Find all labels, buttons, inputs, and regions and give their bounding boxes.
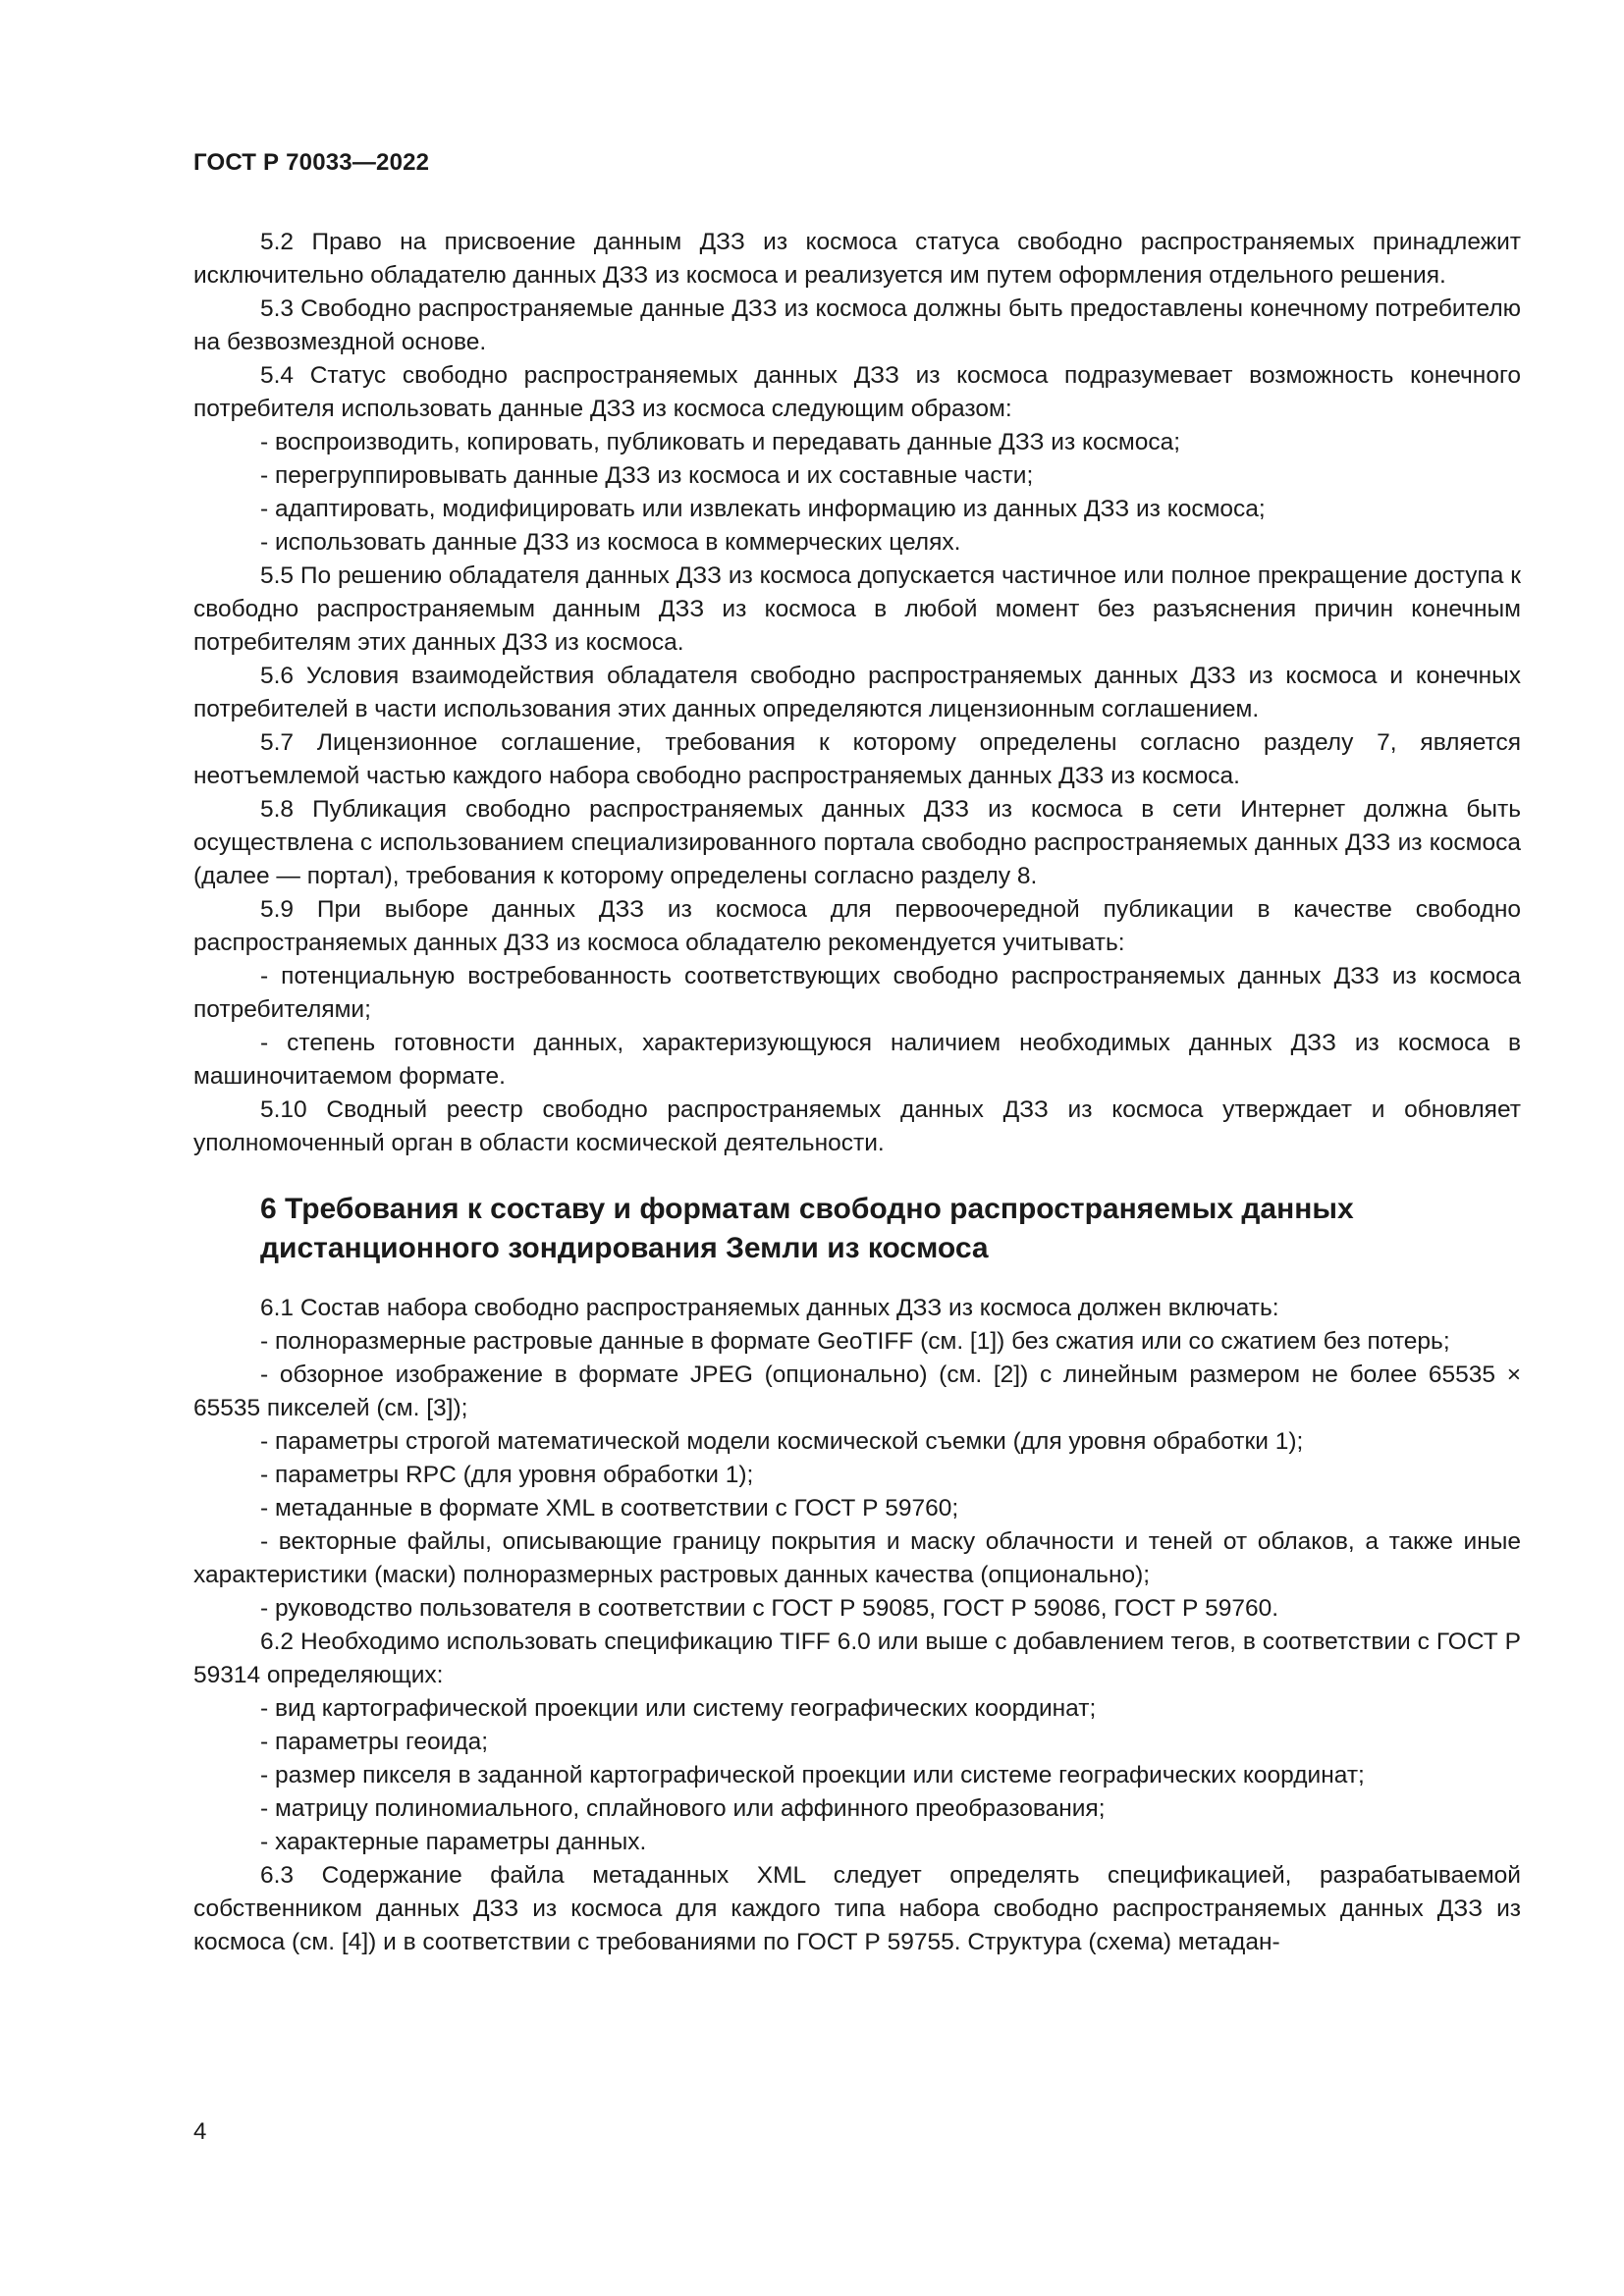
list-item: - перегруппировывать данные ДЗЗ из космоса и их составные части; (260, 462, 1034, 489)
clause-5-8: 5.8 Публикация свободно распространяемых данных ДЗЗ из космоса в сети Интернет должна быть осуществлена с использованием специализированного портала свободно распространяемых данных ДЗЗ из космоса (далее — портал), требования к которому определены согласно разделу 8. (193, 796, 1521, 889)
clause-5-5: 5.5 По решению обладателя данных ДЗЗ из космоса допускается частичное или полное прекращение доступа к свободно распространяемым данным ДЗЗ из космоса в любой момент без разъяснения причин конечным потребителям этих данных ДЗЗ из космоса. (193, 562, 1521, 656)
list-item: - характерные параметры данных. (260, 1829, 647, 1855)
list-item: - вид картографической проекции или систему географических координат; (260, 1695, 1097, 1722)
list-item: - руководство пользователя в соответствии с ГОСТ Р 59085, ГОСТ Р 59086, ГОСТ Р 59760. (260, 1595, 1279, 1622)
clause-5-6: 5.6 Условия взаимодействия обладателя свободно распространяемых данных ДЗЗ из космоса и конечных потребителей в части использования этих данных определяются лицензионным соглашением. (193, 663, 1521, 722)
list-item: - параметры RPC (для уровня обработки 1); (260, 1462, 754, 1488)
list-item: - полноразмерные растровые данные в формате GeoTIFF (см. [1]) без сжатия или со сжатием без потерь; (260, 1328, 1450, 1355)
document-body (193, 226, 1521, 1959)
list-item: - параметры геоида; (260, 1729, 489, 1755)
list-item: - размер пикселя в заданной картографической проекции или системе географических координат; (260, 1762, 1365, 1789)
list-item: - воспроизводить, копировать, публиковать и передавать данные ДЗЗ из космоса; (260, 429, 1181, 455)
clause-5-10: 5.10 Сводный реестр свободно распространяемых данных ДЗЗ из космоса утверждает и обновляет уполномоченный орган в области космической деятельности. (193, 1096, 1521, 1156)
list-item: - потенциальную востребованность соответствующих свободно распространяемых данных ДЗЗ из космоса потребителями; (193, 963, 1521, 1023)
section-6-heading (260, 1190, 1521, 1268)
section-6-heading-line2: дистанционного зондирования Земли из космоса (260, 1232, 989, 1264)
clause-6-1: 6.1 Состав набора свободно распространяемых данных ДЗЗ из космоса должен включать: (260, 1295, 1279, 1321)
clause-6-3: 6.3 Содержание файла метаданных XML следует определять спецификацией, разрабатываемой собственником данных ДЗЗ из космоса для каждого типа набора свободно распространяемых данных ДЗЗ из космоса (см. [4]) и в соответствии с требованиями по ГОСТ Р 59755. Структура (схема) метадан- (193, 1862, 1521, 1955)
list-item: - степень готовности данных, характеризующуюся наличием необходимых данных ДЗЗ из космоса в машиночитаемом формате. (193, 1030, 1521, 1090)
list-item: - обзорное изображение в формате JPEG (опционально) (см. [2]) с линейным размером не более 65535 × 65535 пикселей (см. [3]); (193, 1362, 1521, 1421)
list-item: - матрицу полиномиального, сплайнового или аффинного преобразования; (260, 1795, 1106, 1822)
list-item: - использовать данные ДЗЗ из космоса в коммерческих целях. (260, 529, 961, 556)
list-item: - адаптировать, модифицировать или извлекать информацию из данных ДЗЗ из космоса; (260, 496, 1266, 522)
clause-5-7: 5.7 Лицензионное соглашение, требования к которому определены согласно разделу 7, является неотъемлемой частью каждого набора свободно распространяемых данных ДЗЗ из космоса. (193, 729, 1521, 789)
clause-5-9: 5.9 При выборе данных ДЗЗ из космоса для первоочередной публикации в качестве свободно распространяемых данных ДЗЗ из космоса обладателю рекомендуется учитывать: (193, 896, 1521, 956)
clause-5-4: 5.4 Статус свободно распространяемых данных ДЗЗ из космоса подразумевает возможность конечного потребителя использовать данные ДЗЗ из космоса следующим образом: (193, 362, 1521, 422)
list-item: - векторные файлы, описывающие границу покрытия и маску облачности и теней от облаков, а также иные характеристики (маски) полноразмерных растровых данных качества (опционально); (193, 1528, 1521, 1588)
list-item: - метаданные в формате XML в соответствии с ГОСТ Р 59760; (260, 1495, 959, 1522)
section-6-heading-line1: 6 Требования к составу и форматам свободно распространяемых данных (260, 1193, 1354, 1225)
list-item: - параметры строгой математической модели космической съемки (для уровня обработки 1); (260, 1428, 1304, 1455)
page-number: 4 (193, 2118, 207, 2145)
document-code: ГОСТ Р 70033—2022 (193, 149, 430, 176)
clause-6-2: 6.2 Необходимо использовать спецификацию TIFF 6.0 или выше с добавлением тегов, в соответствии с ГОСТ Р 59314 определяющих: (193, 1629, 1521, 1688)
clause-5-2: 5.2 Право на присвоение данным ДЗЗ из космоса статуса свободно распространяемых принадлежит исключительно обладателю данных ДЗЗ из космоса и реализуется им путем оформления отдельного решения. (193, 229, 1521, 289)
clause-5-3: 5.3 Свободно распространяемые данные ДЗЗ из космоса должны быть предоставлены конечному потребителю на безвозмездной основе. (193, 295, 1521, 355)
